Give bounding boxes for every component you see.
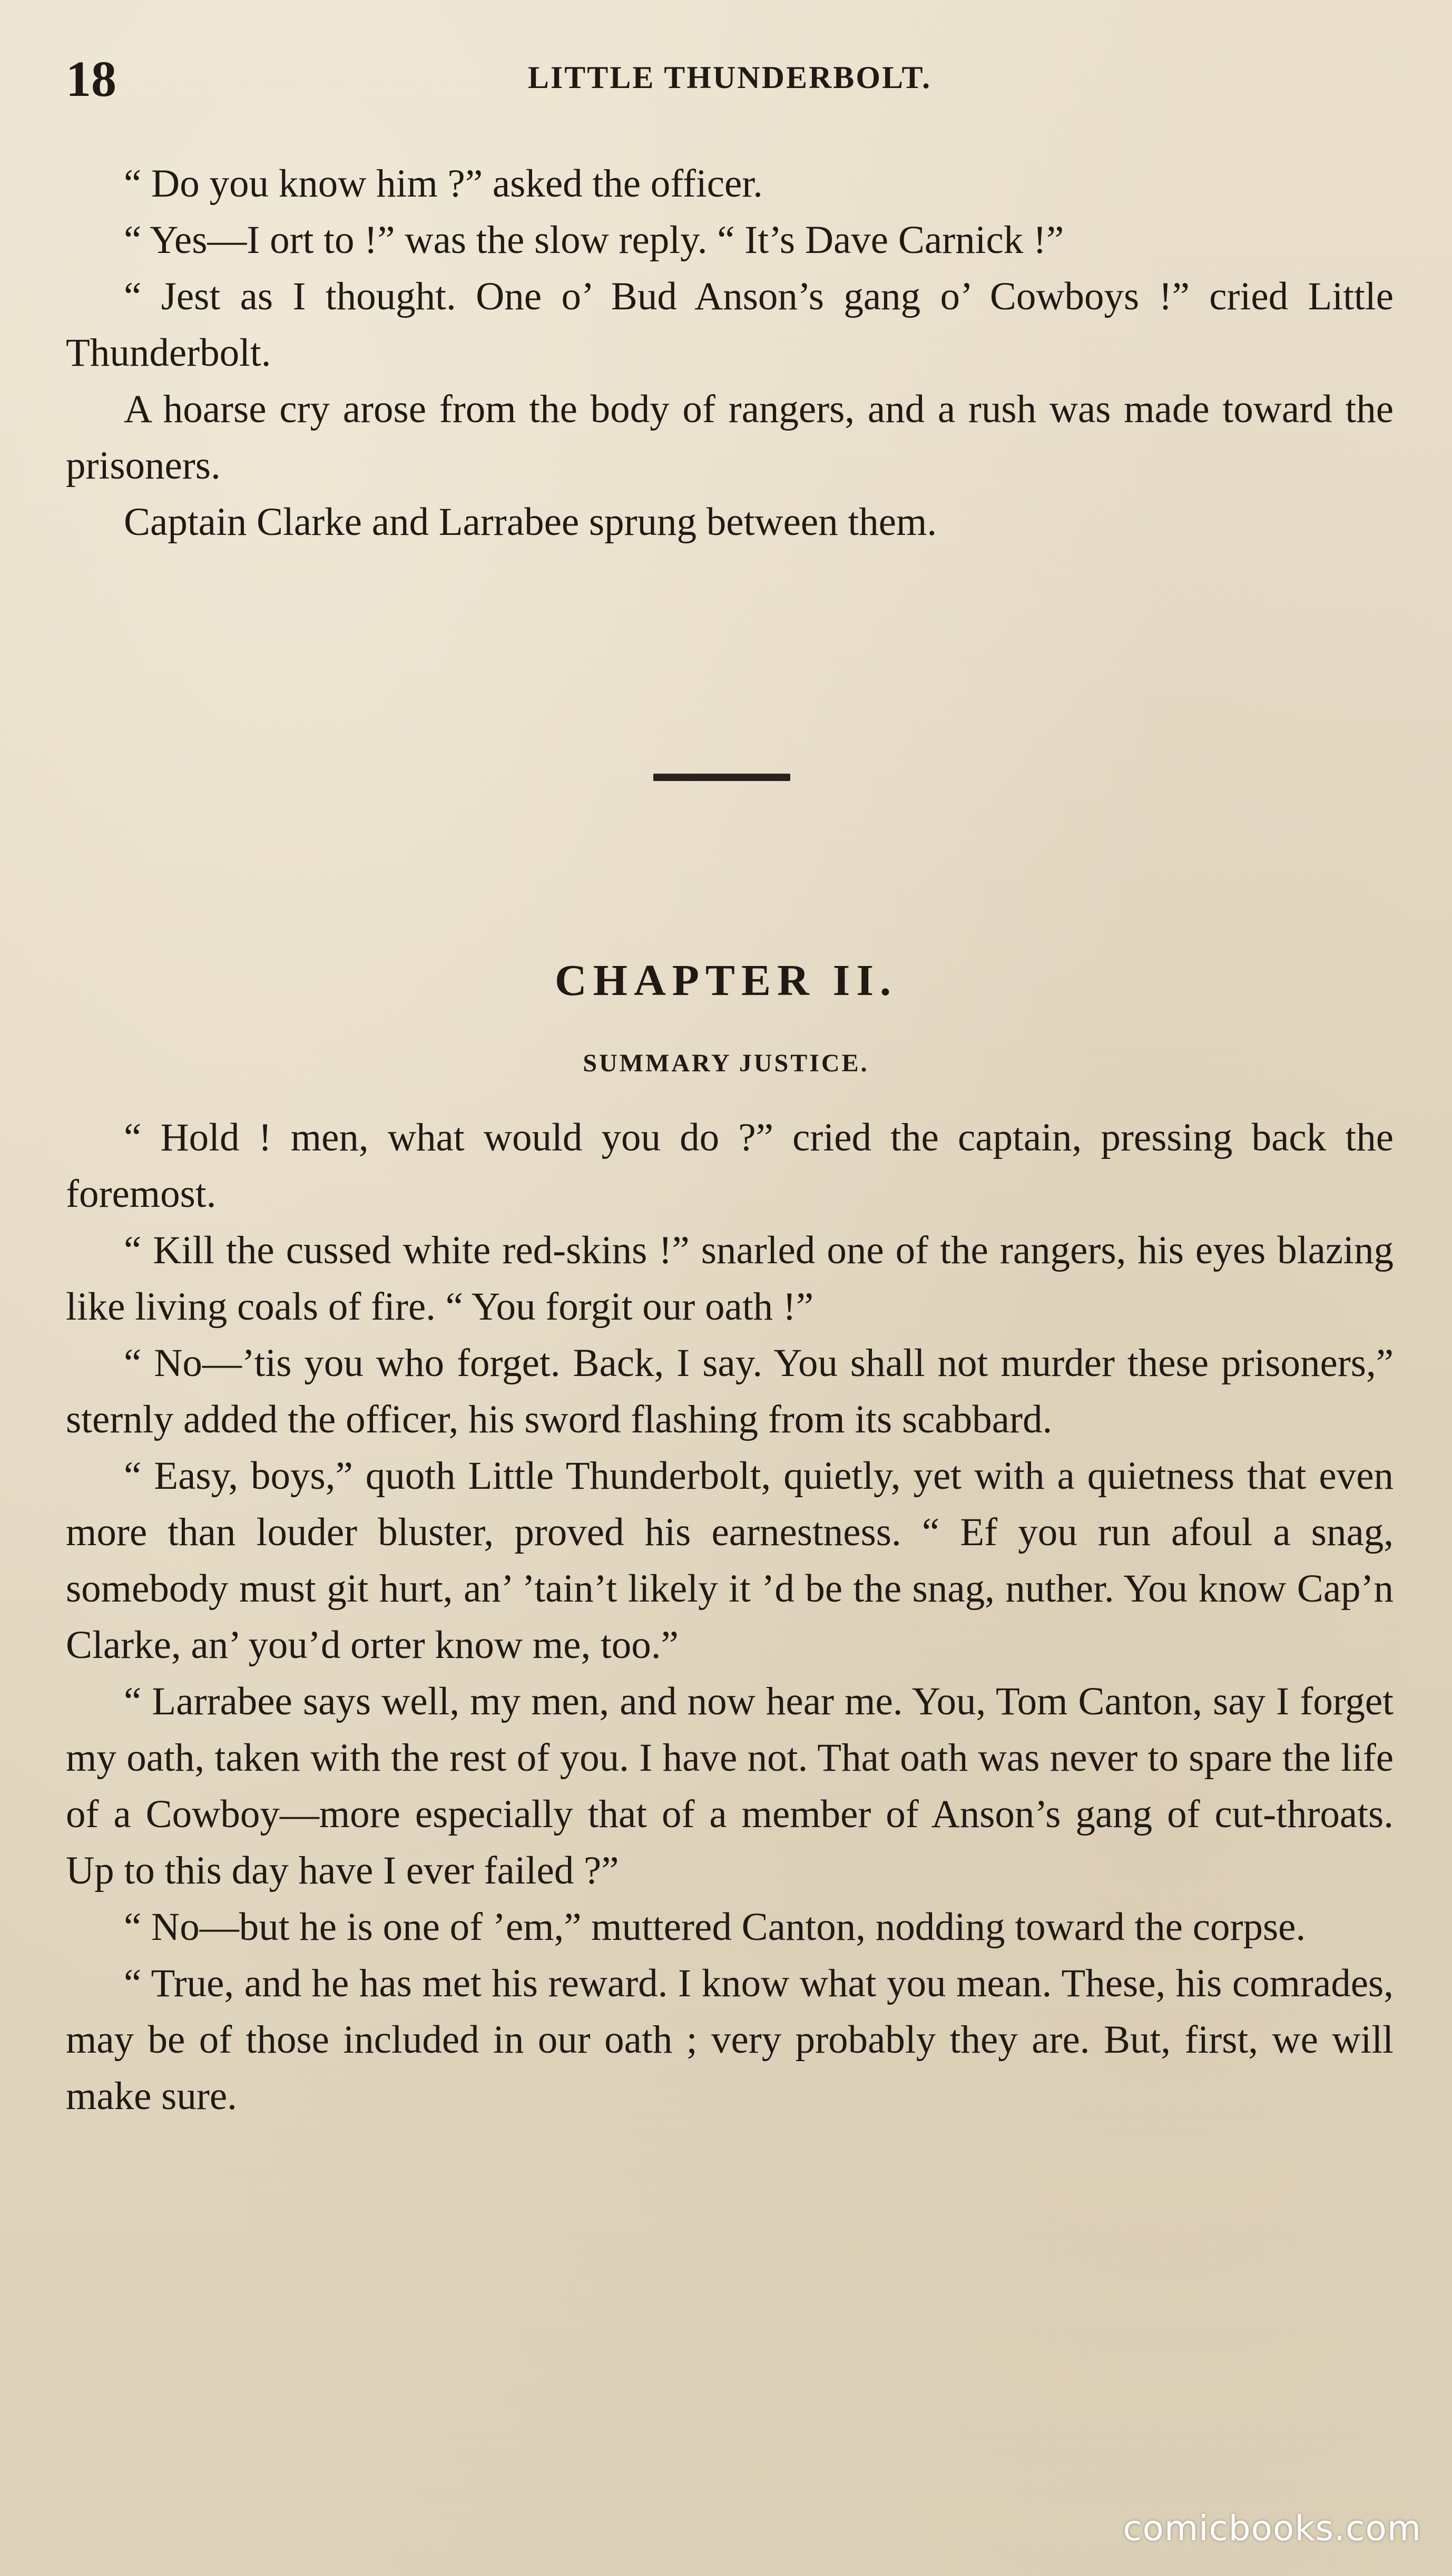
text-block-opening: [66, 155, 1394, 550]
page-header: [66, 50, 1394, 108]
paragraph: “ Yes—I ort to !” was the slow reply. “ It’s Dave Carnick !”: [124, 218, 1064, 262]
page-number: 18: [66, 51, 116, 107]
paragraph: “ No—but he is one of ’em,” muttered Canton, nodding toward the corpse.: [124, 1905, 1306, 1949]
text-block-chapter: [66, 1109, 1394, 2124]
paragraph: “ Kill the cussed white red-skins !” snarled one of the rangers, his eyes blazing like living coals of fire. “ You forgit our oath !”: [66, 1228, 1394, 1329]
paragraph: “ Easy, boys,” quoth Little Thunderbolt, quietly, yet with a quietness that even more than louder bluster, proved his earnestness. “ Ef you run afoul a snag, somebody must git hurt, an’ ’tain’t likely it ’d be the snag, nuther. You know Cap’n Clarke, an’ you’d orter know me, too.”: [66, 1454, 1394, 1667]
paragraph: “ No—’tis you who forget. Back, I say. You shall not murder these prisoners,” sternly added the officer, his sword flashing from its scabbard.: [66, 1341, 1394, 1441]
paragraph: A hoarse cry arose from the body of rangers, and a rush was made toward the prisoners.: [66, 387, 1394, 487]
section-divider: [653, 774, 790, 781]
paragraph: Captain Clarke and Larrabee sprung between them.: [124, 500, 937, 544]
watermark: comicbooks.com: [1123, 2508, 1421, 2549]
paragraph: “ Hold ! men, what would you do ?” cried the captain, pressing back the foremost.: [66, 1116, 1394, 1216]
paragraph: “ Larrabee says well, my men, and now hear me. You, Tom Canton, say I forget my oath, taken with the rest of you. I have not. That oath was never to spare the life of a Cowboy—more especially that of a member of Anson’s gang of cut-throats. Up to this day have I ever failed ?”: [66, 1680, 1394, 1892]
paragraph: “ Do you know him ?” asked the officer.: [124, 162, 763, 206]
running-head: LITTLE THUNDERBOLT.: [527, 60, 932, 95]
chapter-title: CHAPTER II.: [554, 956, 898, 1005]
paragraph: “ True, and he has met his reward. I know what you mean. These, his comrades, may be of those included in our oath ; very probably they are. But, first, we will make sure.: [66, 1962, 1394, 2118]
chapter-subtitle: SUMMARY JUSTICE.: [583, 1049, 869, 1077]
paragraph: “ Jest as I thought. One o’ Bud Anson’s gang o’ Cowboys !” cried Little Thunderbolt.: [66, 275, 1394, 375]
